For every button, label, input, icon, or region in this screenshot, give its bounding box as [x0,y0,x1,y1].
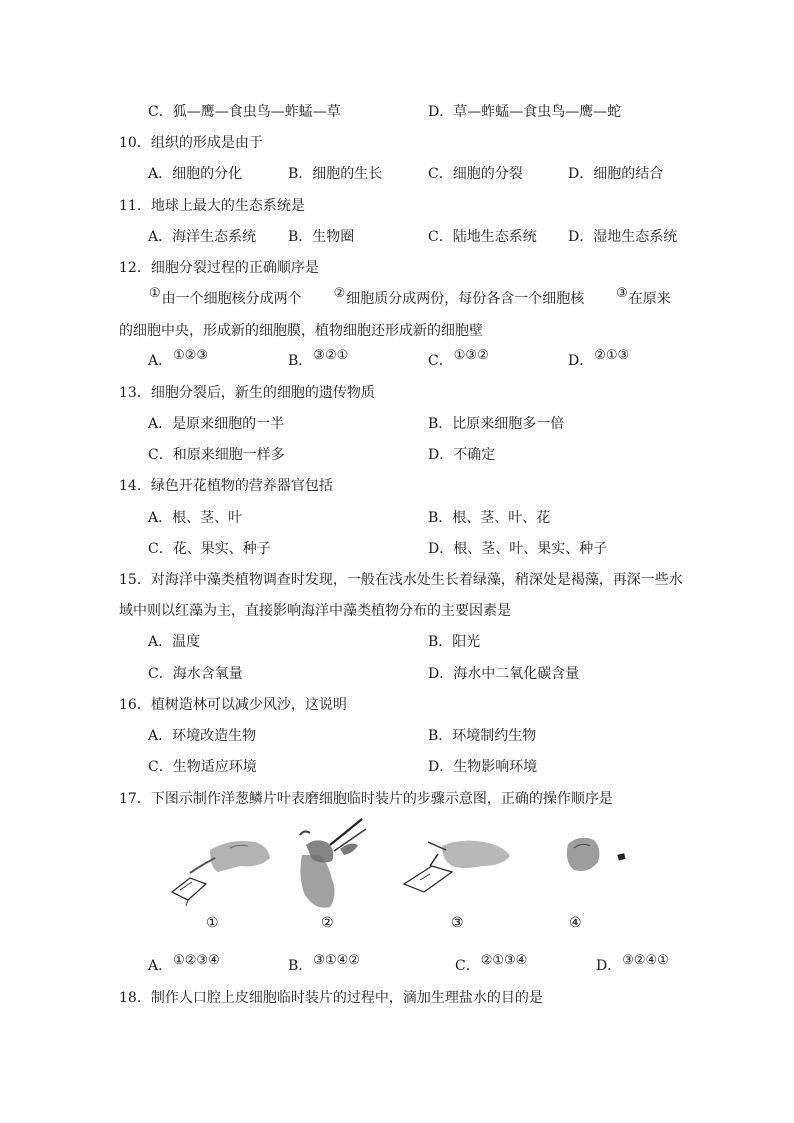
q14-option-d: D．根、茎、叶、果实、种子 [428,541,608,557]
q12-option-a: A．①②③ [148,348,209,369]
q12-marker-3: ③ [616,286,628,301]
q14-option-b: B．根、茎、叶、花 [428,510,551,526]
q12-statement-3-continued: 的细胞中央，形成新的细胞膜，植物细胞还形成新的细胞壁 [119,323,483,339]
figure-4-fingers-sample-image [560,832,640,882]
q14-option-a: A．根、茎、叶 [148,510,243,526]
q12-marker-1: ① [149,286,161,301]
figure-3-label: ③ [451,915,464,931]
q12-stem: 12．细胞分裂过程的正确顺序是 [119,260,319,276]
q11-option-c: C．陆地生态系统 [428,229,537,245]
q15-stem-line2: 域中则以红藻为主，直接影响海洋中藻类植物分布的主要因素是 [119,603,511,619]
q13-option-c: C．和原来细胞一样多 [148,447,285,463]
q15-stem-line1: 15．对海洋中藻类植物调查时发现，一般在浅水处生长着绿藻，稍深处是褐藻，再深一些水 [119,572,683,588]
q10-option-d: D．细胞的结合 [568,166,664,182]
q13-option-d: D．不确定 [428,447,496,463]
q17-option-b: B．③①④② [288,953,360,974]
q16-option-c: C．生物适应环境 [148,759,257,775]
q9-option-c: C．狐—鹰—食虫鸟—蚱蜢—草 [148,104,341,120]
q17-option-a: A．①②③④ [148,953,220,974]
q15-option-c: C．海水含氧量 [148,666,243,682]
q12-marker-2: ② [333,286,346,301]
q16-option-a: A．环境改造生物 [148,728,257,744]
figure-2-hands-forceps-image [292,815,372,915]
q11-option-b: B．生物圈 [288,229,355,245]
figure-1-hand-slide-image [160,828,275,913]
q12-option-b: B．③②① [288,348,349,369]
q12-option-c: C．①③② [428,348,489,369]
q14-option-c: C．花、果实、种子 [148,541,271,557]
q11-stem: 11．地球上最大的生态系统是 [119,198,305,214]
q15-option-d: D．海水中二氧化碳含量 [428,666,580,682]
q9-option-d: D．草—蚱蜢—食虫鸟—鹰—蛇 [428,104,622,120]
q11-option-d: D．湿地生态系统 [568,229,678,245]
q12-option-d: D．②①③ [568,348,630,369]
q10-option-a: A．细胞的分化 [148,166,243,182]
q17-option-d: D．③②④① [596,953,669,974]
figure-1-label: ① [206,915,219,931]
q16-stem: 16．植树造林可以减少风沙，这说明 [119,697,347,713]
q10-stem: 10．组织的形成是由于 [119,135,263,151]
q12-statement-3: 在原来 [628,291,671,307]
q15-option-a: A．温度 [148,634,201,650]
q13-stem: 13．细胞分裂后，新生的细胞的遗传物质 [119,385,375,401]
q12-statement-1: 由一个细胞核分成两个 [161,291,302,307]
q13-option-b: B．比原来细胞多一倍 [428,416,565,432]
q12-statements [148,286,671,309]
q17-option-c: C．②①③④ [455,953,528,974]
q16-option-b: B．环境制约生物 [428,728,537,744]
q10-option-b: B．细胞的生长 [288,166,383,182]
figure-4-label: ④ [569,915,582,931]
figure-2-label: ② [321,915,334,931]
figure-3-hand-dropper-image [398,832,518,902]
q17-stem: 17．下图示制作洋葱鳞片叶表磨细胞临时装片的步骤示意图，正确的操作顺序是 [119,791,613,807]
q11-option-a: A．海洋生态系统 [148,229,257,245]
q10-option-c: C．细胞的分裂 [428,166,523,182]
q15-option-b: B．阳光 [428,634,481,650]
q13-option-a: A．是原来细胞的一半 [148,416,285,432]
q14-stem: 14．绿色开花植物的营养器官包括 [119,478,333,494]
q18-stem: 18．制作人口腔上皮细胞临时装片的过程中，滴加生理盐水的目的是 [119,990,543,1006]
q16-option-d: D．生物影响环境 [428,759,538,775]
q12-statement-2: 细胞质分成两份，每份各含一个细胞核 [346,291,585,307]
